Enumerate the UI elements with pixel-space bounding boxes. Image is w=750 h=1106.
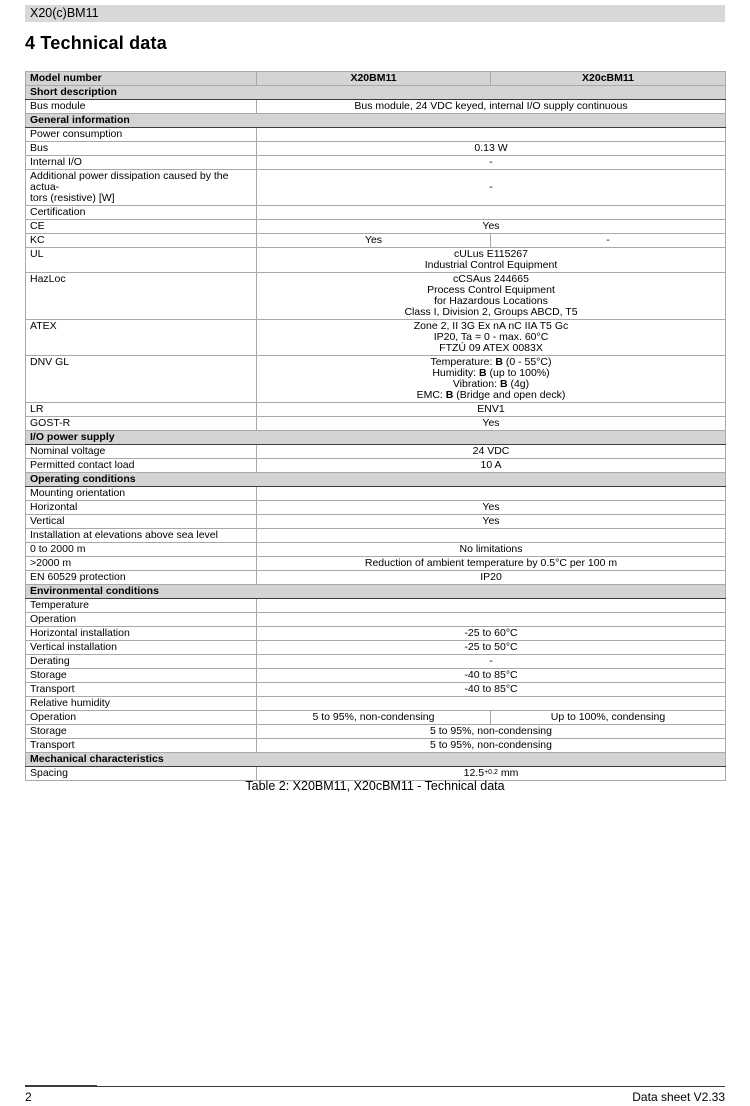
row-label: Mounting orientation — [26, 487, 257, 501]
row-label: Installation at elevations above sea level — [26, 529, 257, 543]
table-caption: Table 2: X20BM11, X20cBM11 - Technical data — [245, 779, 505, 793]
table-row — [26, 529, 726, 543]
table-row — [26, 543, 726, 557]
row-label: Certification — [26, 206, 257, 220]
row-value: Up to 100%, condensing — [491, 711, 726, 725]
section-title: Operating conditions — [26, 473, 726, 487]
row-value: -40 to 85°C — [257, 669, 726, 683]
section-heading: 4 Technical data — [25, 33, 167, 53]
section-title: Mechanical characteristics — [26, 753, 726, 767]
row-value: IP20 — [257, 571, 726, 585]
row-label: Transport — [26, 739, 257, 753]
table-row — [26, 501, 726, 515]
row-label: GOST-R — [26, 417, 257, 431]
row-value: No limitations — [257, 543, 726, 557]
row-value: 5 to 95%, non-condensing — [257, 739, 726, 753]
table-row — [26, 170, 726, 206]
row-label: Power consumption — [26, 128, 257, 142]
row-label: 0 to 2000 m — [26, 543, 257, 557]
table-section-row — [26, 585, 726, 599]
table-row — [26, 248, 726, 273]
table-row — [26, 627, 726, 641]
row-label: UL — [26, 248, 257, 273]
table-row — [26, 697, 726, 711]
table-section-row — [26, 753, 726, 767]
table-row — [26, 613, 726, 627]
row-value — [257, 697, 726, 711]
row-value — [257, 128, 726, 142]
row-label: Storage — [26, 725, 257, 739]
row-value: - — [257, 655, 726, 669]
table-row — [26, 739, 726, 753]
table-header-row — [26, 72, 726, 86]
table-row — [26, 356, 726, 403]
table-row — [26, 683, 726, 697]
section-title: General information — [26, 114, 726, 128]
table-row — [26, 156, 726, 170]
table-row — [26, 557, 726, 571]
row-label: Additional power dissipation caused by the actua- tors (resistive) [W] — [26, 170, 257, 206]
table-section-row — [26, 473, 726, 487]
row-value: -25 to 60°C — [257, 627, 726, 641]
row-label: Permitted contact load — [26, 459, 257, 473]
table-row — [26, 445, 726, 459]
column-header-model-number: Model number — [26, 72, 257, 86]
table-row — [26, 320, 726, 356]
row-label: Horizontal installation — [26, 627, 257, 641]
row-label: Spacing — [26, 767, 257, 781]
table-row — [26, 417, 726, 431]
document-model-title: X20(c)BM11 — [30, 6, 99, 20]
row-value: - — [257, 170, 726, 206]
row-label: Operation — [26, 613, 257, 627]
row-value — [257, 529, 726, 543]
page-footer — [25, 1086, 725, 1104]
row-value: 0.13 W — [257, 142, 726, 156]
row-label: Vertical installation — [26, 641, 257, 655]
row-value: 24 VDC — [257, 445, 726, 459]
row-value: -40 to 85°C — [257, 683, 726, 697]
row-value: $12.5^{+0.2}$ mm — [257, 767, 726, 781]
row-label: Vertical — [26, 515, 257, 529]
footer-version-label: Data sheet V2.33 — [632, 1090, 725, 1104]
row-label: KC — [26, 234, 257, 248]
row-value: Yes — [257, 220, 726, 234]
row-label: Transport — [26, 683, 257, 697]
table-row — [26, 459, 726, 473]
table-row — [26, 669, 726, 683]
table-row — [26, 234, 726, 248]
table-row — [26, 725, 726, 739]
table-row — [26, 641, 726, 655]
row-label: Relative humidity — [26, 697, 257, 711]
row-value — [257, 599, 726, 613]
table-row — [26, 655, 726, 669]
table-row — [26, 487, 726, 501]
row-value — [257, 487, 726, 501]
row-label: Operation — [26, 711, 257, 725]
row-label: DNV GL — [26, 356, 257, 403]
row-value: ENV1 — [257, 403, 726, 417]
table-row — [26, 571, 726, 585]
row-value: Bus module, 24 VDC keyed, internal I/O supply continuous — [257, 100, 726, 114]
row-value — [257, 206, 726, 220]
table-row — [26, 206, 726, 220]
row-label: ATEX — [26, 320, 257, 356]
row-value: Reduction of ambient temperature by 0.5°C per 100 m — [257, 557, 726, 571]
table-section-row — [26, 114, 726, 128]
table-section-row — [26, 431, 726, 445]
row-label: Horizontal — [26, 501, 257, 515]
row-value: cCSAus 244665 Process Control Equipment for Hazardous Locations Class I, Division 2, Groups ABCD, T5 — [257, 273, 726, 320]
row-value: - — [257, 156, 726, 170]
section-title: Short description — [26, 86, 726, 100]
section-title: I/O power supply — [26, 431, 726, 445]
page-number: 2 — [25, 1090, 32, 1104]
row-value: -25 to 50°C — [257, 641, 726, 655]
table-row — [26, 142, 726, 156]
row-label: Temperature — [26, 599, 257, 613]
row-label: LR — [26, 403, 257, 417]
row-value: Yes — [257, 501, 726, 515]
table-row — [26, 100, 726, 114]
row-value: Yes — [257, 234, 491, 248]
table-section-row — [26, 86, 726, 100]
row-label: Storage — [26, 669, 257, 683]
row-label: EN 60529 protection — [26, 571, 257, 585]
row-label: HazLoc — [26, 273, 257, 320]
row-value: Yes — [257, 417, 726, 431]
page-header-bar — [25, 5, 725, 22]
table-row — [26, 711, 726, 725]
column-header-x20bm11: X20BM11 — [257, 72, 491, 86]
row-label: Bus — [26, 142, 257, 156]
row-label: Derating — [26, 655, 257, 669]
table-row — [26, 220, 726, 234]
row-value: 10 A — [257, 459, 726, 473]
row-value: Yes — [257, 515, 726, 529]
row-label: Nominal voltage — [26, 445, 257, 459]
row-value: 5 to 95%, non-condensing — [257, 711, 491, 725]
row-value — [257, 613, 726, 627]
table-row — [26, 128, 726, 142]
row-value: - — [491, 234, 726, 248]
row-value: cULus E115267 Industrial Control Equipment — [257, 248, 726, 273]
table-row — [26, 273, 726, 320]
row-value: 5 to 95%, non-condensing — [257, 725, 726, 739]
table-row — [26, 599, 726, 613]
row-label: >2000 m — [26, 557, 257, 571]
row-value: Zone 2, II 3G Ex nA nC IIA T5 Gc IP20, Ta = 0 - max. 60°C FTZÚ 09 ATEX 0083X — [257, 320, 726, 356]
table-row — [26, 515, 726, 529]
row-label: CE — [26, 220, 257, 234]
row-label: Internal I/O — [26, 156, 257, 170]
technical-data-table — [25, 71, 726, 781]
column-header-x20cbm11: X20cBM11 — [491, 72, 726, 86]
row-label: Bus module — [26, 100, 257, 114]
table-row — [26, 403, 726, 417]
section-title: Environmental conditions — [26, 585, 726, 599]
row-value: Temperature: B (0 - 55°C) Humidity: B (up to 100%) Vibration: B (4g) EMC: B (Bridge and open deck) — [257, 356, 726, 403]
